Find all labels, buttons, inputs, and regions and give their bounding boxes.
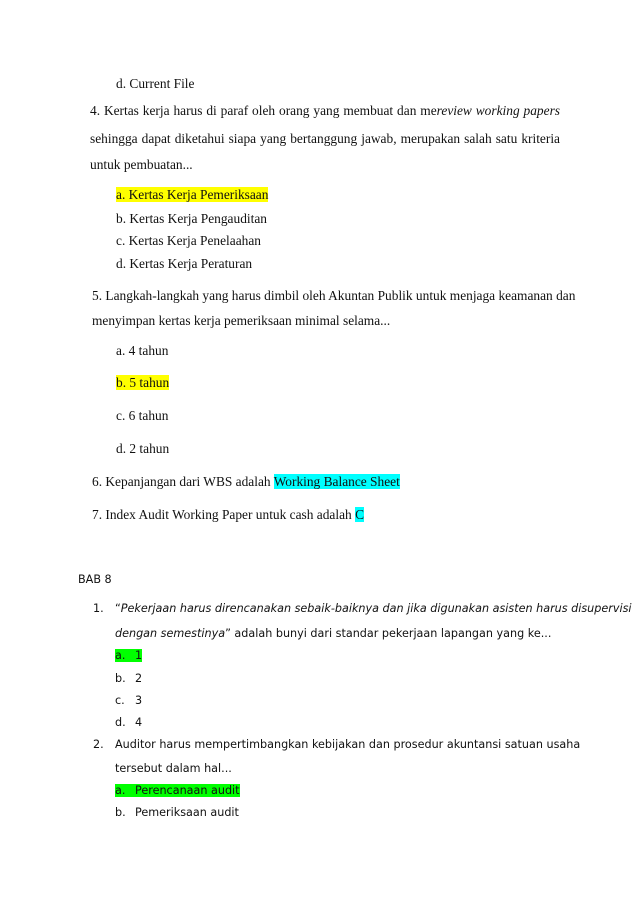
bab8-question-1-option-c [115,694,142,707]
question-text: sehingga dapat diketahui siapa yang bertanggung jawab, merupakan salah satu kriteria [90,131,560,146]
question-4-line-3 [90,157,193,173]
option-text: d. Current File [116,76,195,91]
option-text: Pemeriksaan audit [135,806,239,819]
option-letter: c. [115,694,125,707]
question-4-line-2 [90,131,560,147]
answer-highlight: Working Balance Sheet [273,474,400,489]
question-4-option-d [116,256,252,272]
option-text: 2 [135,672,143,685]
option-text: c. Kertas Kerja Penelaahan [116,233,261,248]
bab8-question-2-line-2 [115,762,232,775]
quote-mark: “ [115,602,121,615]
question-text: 7. Index Audit Working Paper untuk cash adalah [92,507,356,522]
answer-highlight: 1 [135,649,143,662]
bab8-question-2-line-1 [93,738,581,751]
question-5-option-b [116,375,169,391]
question-text-italic: dengan semestinya [115,627,226,640]
bab8-question-2-option-a [115,784,240,797]
question-text: ” adalah bunyi dari standar pekerjaan lapangan yang ke... [225,627,552,640]
bab8-question-1-line-1 [93,602,632,615]
prev-question-option-d [116,76,194,92]
question-text-italic: Pekerjaan harus direncanakan sebaik-baiknya dan jika digunakan asisten harus disupervisi [120,602,632,615]
option-letter: a. [115,649,126,662]
bab8-question-1-option-b [115,672,142,685]
question-text: tersebut dalam hal... [115,762,232,775]
option-letter: b. [115,672,126,685]
question-text: untuk pembuatan... [90,157,193,172]
option-text: c. 6 tahun [116,408,169,423]
bab8-question-2-option-b [115,806,239,819]
question-5-line-2 [92,313,390,329]
answer-highlight: a. Kertas Kerja Pemeriksaan [116,187,269,202]
answer-highlight: C [355,507,365,522]
question-text-italic: review working papers [436,103,560,118]
option-letter: a. [115,784,126,797]
option-text: d. Kertas Kerja Peraturan [116,256,253,271]
heading-text: BAB 8 [78,573,112,586]
question-5-line-1 [92,288,576,304]
option-text: 3 [135,694,143,707]
question-5-option-c [116,408,168,424]
option-letter: d. [115,716,126,729]
option-text: 4 [135,716,143,729]
question-text: menyimpan kertas kerja pemeriksaan minimal selama... [92,313,391,328]
answer-highlight: Perencanaan audit [135,784,240,797]
bab8-question-1-line-2 [115,627,551,640]
question-6 [92,474,400,490]
question-number: 1. [93,602,104,615]
question-4-option-a [116,187,268,203]
question-4-option-c [116,233,261,249]
option-text: a. 4 tahun [116,343,169,358]
question-text: Auditor harus mempertimbangkan kebijakan dan prosedur akuntansi satuan usaha [115,738,581,751]
question-5-option-a [116,343,168,359]
bab8-question-1-option-d [115,716,142,729]
question-4-line-1 [90,103,560,119]
question-text: 5. Langkah-langkah yang harus dimbil oleh Akuntan Publik untuk menjaga keamanan dan [92,288,576,303]
question-text: 4. Kertas kerja harus di paraf oleh orang yang membuat dan me [90,103,437,118]
question-4-option-b [116,211,267,227]
question-7 [92,507,364,523]
option-letter: b. [115,806,126,819]
bab8-question-1-option-a [115,649,142,662]
question-text: 6. Kepanjangan dari WBS adalah [92,474,274,489]
option-text: b. Kertas Kerja Pengauditan [116,211,267,226]
question-5-option-d [116,441,169,457]
question-number: 2. [93,738,104,751]
answer-highlight: b. 5 tahun [116,375,170,390]
section-heading [78,573,112,586]
option-text: d. 2 tahun [116,441,170,456]
